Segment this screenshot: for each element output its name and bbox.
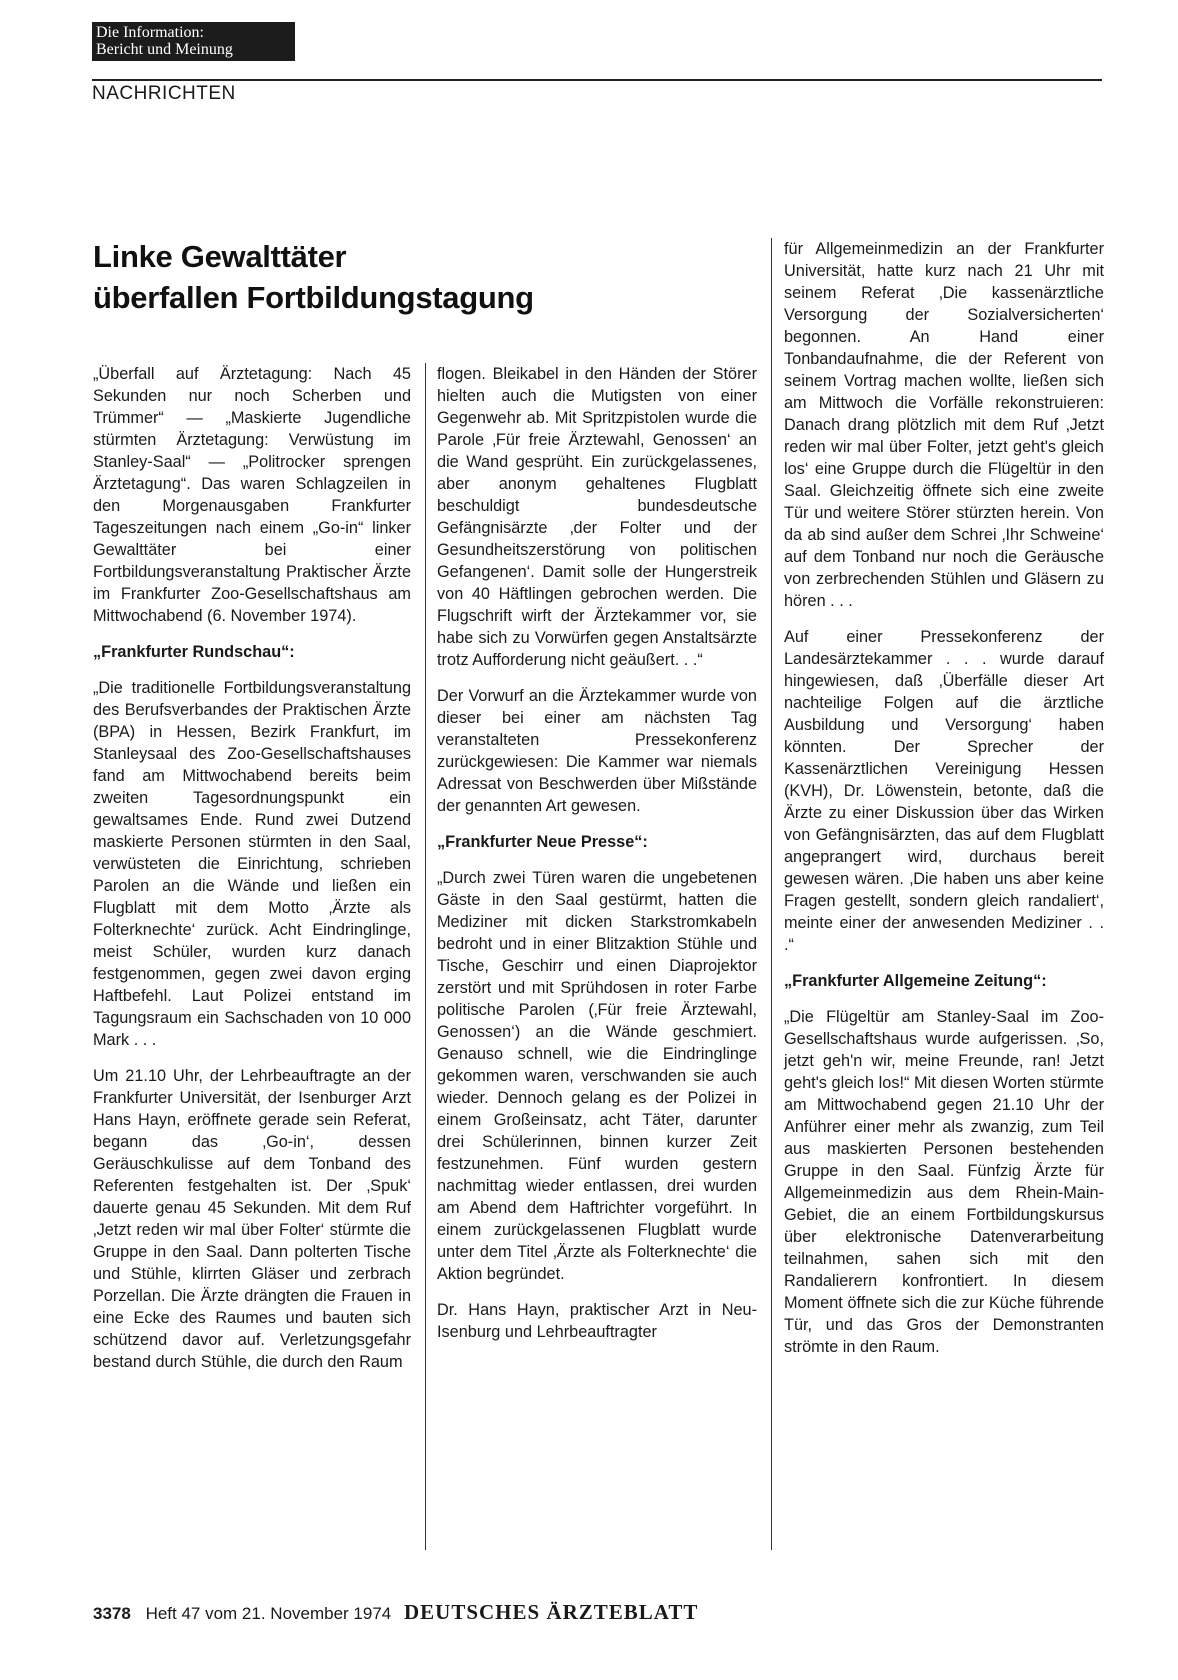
article-paragraph: „Die traditionelle Fortbildungsveranstaltung des Berufsverbandes der Praktischen Ärzte (BPA) in Hessen, Bezirk Frankfurt, im Stanleysaal des Zoo-Gesellschaftshauses fand am Mittwochabend bereits beim zweiten Tagesordnungspunkt ein gewaltsames Ende. Rund zwei Dutzend maskierte Personen stürmten in den Saal, verwüsteten die Einrichtung, schrieben Parolen an die Wände und ließen ein Flugblatt mit dem Motto ‚Ärzte als Folterknechte‘ zurück. Acht Eindringlinge, meist Schüler, wurden kurz danach festgenommen, gegen zwei davon erging Haftbefehl. Laut Polizei entstand im Tagungsraum ein Sachschaden von 10 000 Mark . . . bbox=[93, 679, 411, 1049]
headline-line-2: überfallen Fortbildungstagung bbox=[93, 280, 534, 315]
article-paragraph: Auf einer Pressekonferenz der Landesärztekammer . . . wurde darauf hingewiesen, daß ‚Überfälle dieser Art nachteilige Folgen auf die ärztliche Ausbildung und Versorgung‘ haben könnten. Der Sprecher der Kassenärztlichen Vereinigung Hessen (KVH), Dr. Löwenstein, betonte, daß die Ärzte zu einer Diskussion über das Wirken von Gefängnisärzten, das auf dem Flugblatt angeprangert wird, durchaus bereit gewesen wären. ‚Die haben uns aber keine Fragen gestellt, sondern gleich randaliert‘, meinte einer der anwesenden Mediziner . . .“ bbox=[784, 628, 1104, 954]
article-paragraph: für Allgemeinmedizin an der Frankfurter Universität, hatte kurz nach 21 Uhr mit seinem Referat ‚Die kassenärztliche Versorgung der Sozialversicherten‘ begonnen. An Hand einer Tonbandaufnahme, die der Referent von seinem Vortrag machen wollte, ließen sich am Mittwoch die Vorfälle rekonstruieren: Danach drang plötzlich mit dem Ruf ‚Jetzt reden wir mal über Folter, jetzt geht's gleich los‘ eine Gruppe durch die Flügeltür in den Saal. Gleichzeitig öffnete sich eine zweite Tür und weitere Störer stürzten herein. Von da ab sind außer dem Schrei ‚Ihr Schweine‘ auf dem Tonband nur noch die Geräusche von zerbrechenden Stühlen und Gläsern zu hören . . . bbox=[784, 240, 1104, 610]
article-paragraph: „Durch zwei Türen waren die ungebetenen Gäste in den Saal gestürmt, hatten die Mediziner mit dicken Starkstromkabeln bedroht und in einer Blitzaktion Stühle und Tische, Geschirr und einen Diaprojektor zerstört und mit Sprühdosen in roter Farbe politische Parolen (‚Für freie Ärztewahl, Genossen‘) an die Wände geschmiert. Genauso schnell, wie die Eindringlinge gekommen waren, verschwanden sie auch wieder. Dennoch gelang es der Polizei in einem Großeinsatz, acht Täter, darunter drei Schülerinnen, binnen kurzer Zeit festzunehmen. Fünf wurden gestern nachmittag wieder entlassen, drei wurden am Abend dem Haftrichter vorgeführt. In einem zurückgelassenen Flugblatt wurde unter dem Titel ‚Ärzte als Folterknechte‘ die Aktion begründet. bbox=[437, 869, 757, 1283]
article-paragraph: flogen. Bleikabel in den Händen der Störer hielten auch die Mutigsten von einer Gegenwehr ab. Mit Spritzpistolen wurde die Parole ‚Für freie Ärztewahl, Genossen‘ an die Wand gesprüht. Ein zurückgelassenes, aber anonym gehaltenes Flugblatt beschuldigt bundesdeutsche Gefängnisärzte ‚der Folter und der Gesundheitszerstörung von politischen Gefangenen‘. Damit solle der Hungerstreik von 40 Häftlingen gebrochen werden. Die Flugschrift wirft der Ärztekammer vor, sie habe sich zu Vorwürfen gegen Anstaltsärzte trotz Aufforderung nicht geäußert. . .“ bbox=[437, 365, 757, 669]
rubric-line-1: Die Information: bbox=[96, 24, 204, 41]
article-paragraph: Der Vorwurf an die Ärztekammer wurde von dieser bei einer am nächsten Tag veranstalteten Pressekonferenz zurückgewiesen: Die Kammer war niemals Adressat von Beschwerden über Mißstände der genannten Art gewesen. bbox=[437, 687, 757, 815]
page-number: 3378 bbox=[93, 1604, 131, 1623]
quote-source-heading: „Frankfurter Rundschau“: bbox=[93, 643, 295, 661]
column-divider bbox=[771, 238, 772, 1550]
article-column-3 bbox=[784, 238, 1104, 1372]
article-paragraph: „Die Flügeltür am Stanley-Saal im Zoo-Gesellschaftshaus wurde aufgerissen. ‚So, jetzt geh'n wir, meine Freunde, ran! Jetzt geht's gleich los!“ Mit diesen Worten stürmte am Mittwochabend gegen 21.10 Uhr der Anführer einer mehr als zwanzig, zum Teil aus maskierten Personen bestehenden Gruppe in den Saal. Fünfzig Ärzte für Allgemeinmedizin aus dem Rhein-Main-Gebiet, die an einem Fortbildungskursus über elektronische Datenverarbeitung teilnahmen, sahen sich mit den Randalierern konfrontiert. In diesem Moment öffnete sich die zur Küche führende Tür, und das Gros der Demonstranten strömte in den Raum. bbox=[784, 1008, 1104, 1356]
headline-line-1: Linke Gewalttäter bbox=[93, 239, 347, 274]
section-label: NACHRICHTEN bbox=[92, 83, 236, 104]
issue-info: Heft 47 vom 21. November 1974 bbox=[145, 1604, 392, 1623]
quote-source-heading: „Frankfurter Allgemeine Zeitung“: bbox=[784, 972, 1047, 990]
rubric-line-2: Bericht und Meinung bbox=[96, 41, 233, 58]
quote-source-heading: „Frankfurter Neue Presse“: bbox=[437, 833, 648, 851]
article-headline bbox=[93, 236, 534, 318]
article-paragraph: Dr. Hans Hayn, praktischer Arzt in Neu-Isenburg und Lehrbeauftragter bbox=[437, 1301, 757, 1341]
rubric-badge bbox=[92, 22, 295, 61]
article-paragraph: Um 21.10 Uhr, der Lehrbeauftragte an der Frankfurter Universität, der Isenburger Arzt Hans Hayn, eröffnete gerade sein Referat, begann das ‚Go-in‘, dessen Geräuschkulisse auf dem Tonband des Referenten festgehalten ist. Der ‚Spuk‘ dauerte genau 45 Sekunden. Mit dem Ruf ‚Jetzt reden wir mal über Folter‘ stürmte die Gruppe in den Saal. Dann polterten Tische und Stühle, klirrten Gläser und zerbrach Porzellan. Die Ärzte drängten die Frauen in eine Ecke des Raumes und bauten sich schützend davor auf. Verletzungsgefahr bestand durch Stühle, die durch den Raum bbox=[93, 1067, 411, 1371]
column-divider bbox=[425, 363, 426, 1550]
article-paragraph: „Überfall auf Ärztetagung: Nach 45 Sekunden nur noch Scherben und Trümmer“ — „Maskierte Jugendliche stürmten Ärztetagung: Verwüstung im Stanley-Saal“ — „Politrocker sprengen Ärztetagung“. Das waren Schlagzeilen in den Morgenausgaben Frankfurter Tageszeitungen nach einem „Go-in“ linker Gewalttäter bei einer Fortbildungsveranstaltung Praktischer Ärzte im Frankfurter Zoo-Gesellschaftshaus am Mittwochabend (6. November 1974). bbox=[93, 365, 411, 625]
article-column-2 bbox=[437, 363, 757, 1357]
page-footer bbox=[93, 1600, 698, 1625]
header-rule bbox=[92, 79, 1102, 81]
article-column-1 bbox=[93, 363, 411, 1387]
journal-name: DEUTSCHES ÄRZTEBLATT bbox=[403, 1600, 699, 1624]
